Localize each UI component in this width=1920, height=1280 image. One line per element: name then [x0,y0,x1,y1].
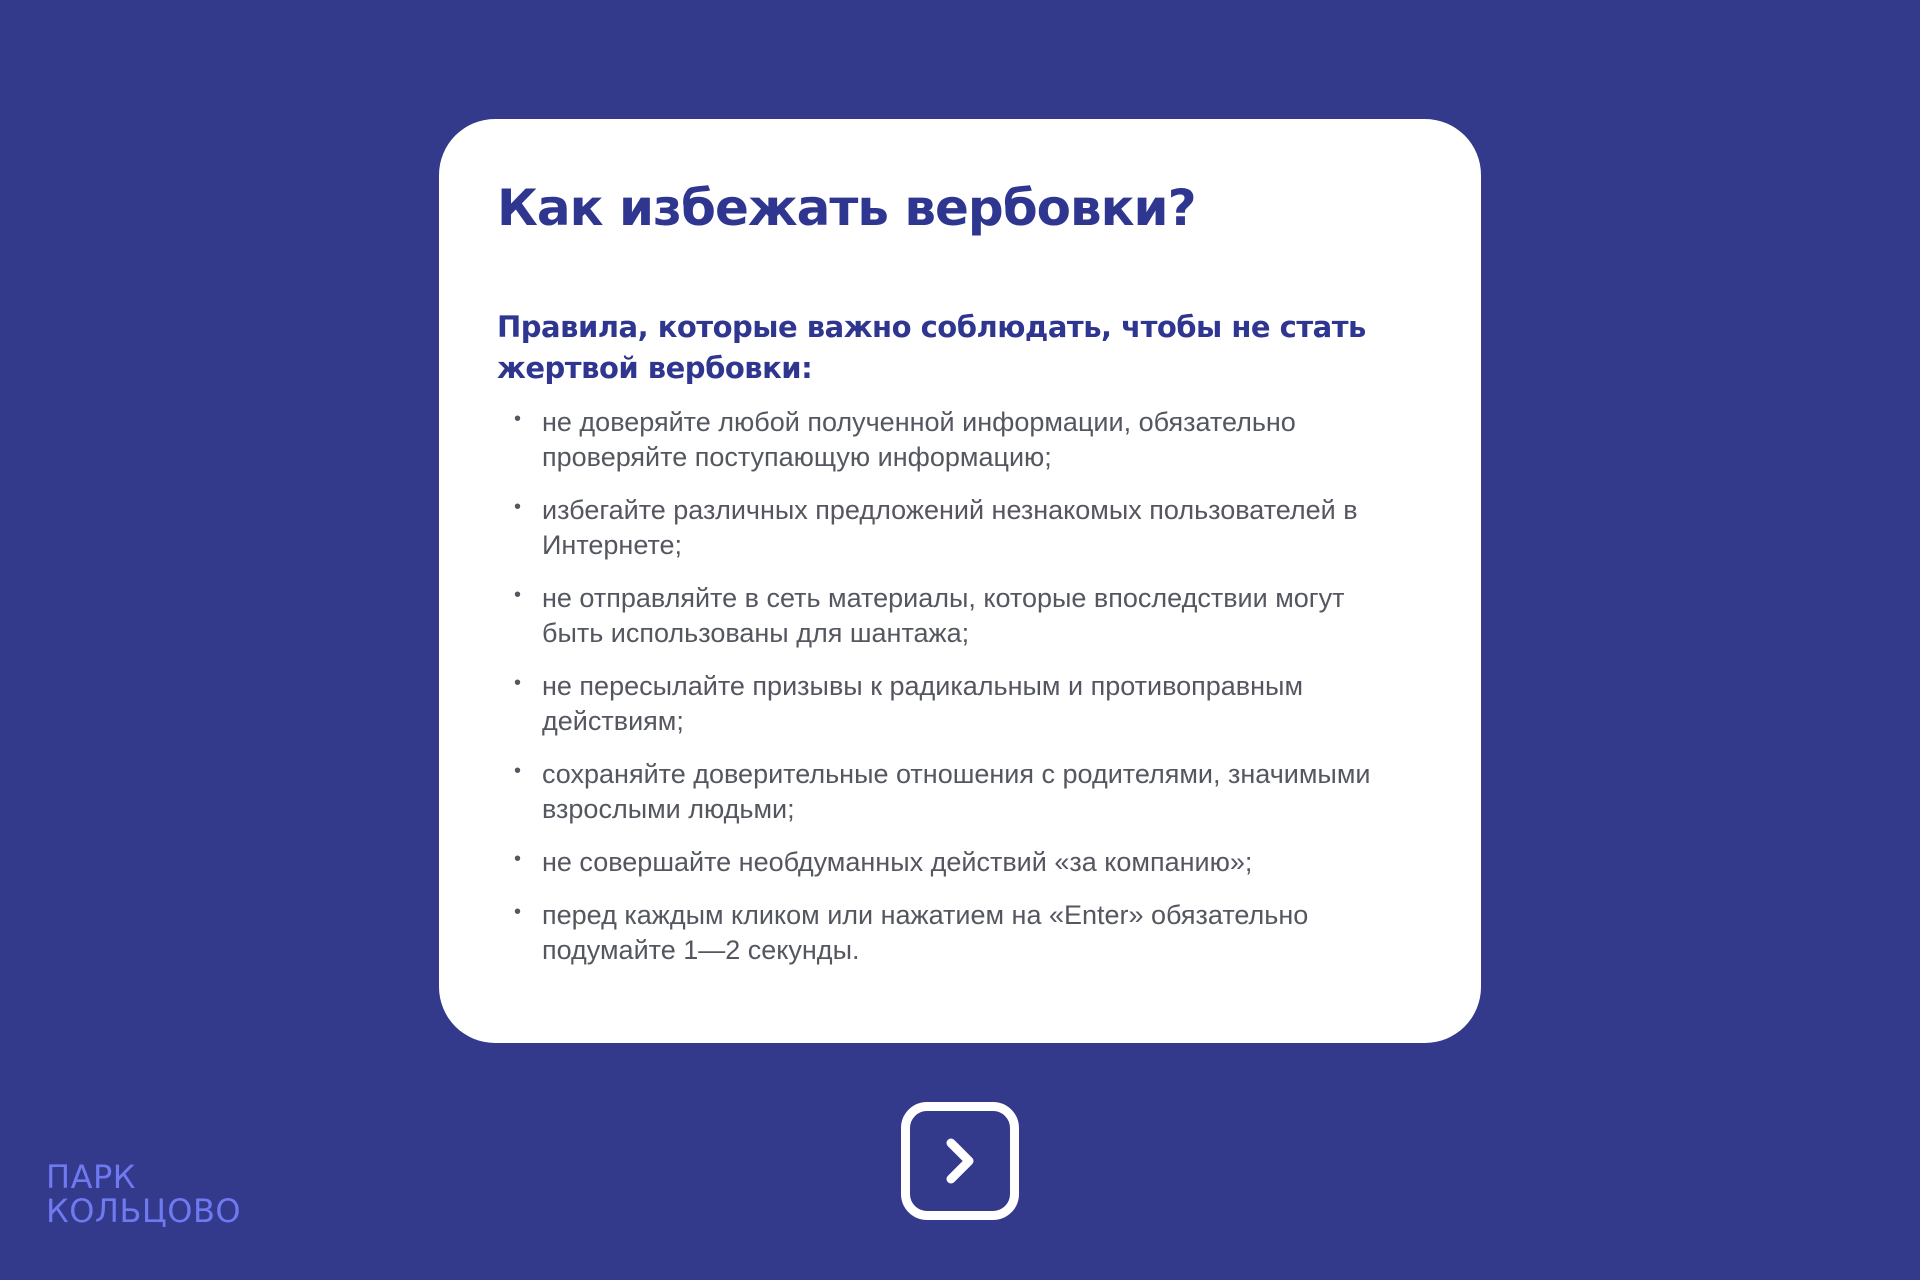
bullet-icon: • [514,901,522,923]
list-item [497,757,1387,827]
rules-subtitle: Правила, которые важно соблюдать, чтобы не стать жертвой вербовки: [497,310,1366,385]
bullet-icon: • [514,584,522,606]
info-card [439,119,1481,1043]
rule-text: не доверяйте любой полученной информации, обязательно проверяйте поступающую информацию; [542,407,1296,472]
list-item [497,898,1387,968]
bullet-icon: • [514,672,522,694]
page-title: Как избежать вербовки? [497,179,1196,237]
logo-line-2: КОЛЬЦОВО [46,1192,242,1230]
list-item [497,581,1387,651]
rule-text: не пересылайте призывы к радикальным и противоправным действиям; [542,671,1304,736]
next-button[interactable] [901,1102,1019,1220]
list-item [497,669,1387,739]
list-item [497,845,1387,880]
rule-text: не совершайте необдуманных действий «за компанию»; [542,847,1253,877]
list-item [497,493,1387,563]
bullet-icon: • [514,408,522,430]
bullet-icon: • [514,848,522,870]
park-logo [46,1160,241,1228]
rule-text: не отправляйте в сеть материалы, которые впоследствии могут быть использованы для шантажа; [542,583,1345,648]
logo-line-1: ПАРК [46,1158,136,1196]
bullet-icon: • [514,496,522,518]
chevron-right-icon [938,1135,982,1187]
bullet-icon: • [514,760,522,782]
rule-text: сохраняйте доверительные отношения с родителями, значимыми взрослыми людьми; [542,759,1371,824]
rule-text: избегайте различных предложений незнакомых пользователей в Интернете; [542,495,1358,560]
list-item [497,405,1387,475]
rule-text: перед каждым кликом или нажатием на «Enter» обязательно подумайте 1—2 секунды. [542,900,1309,965]
rules-list [497,405,1387,968]
